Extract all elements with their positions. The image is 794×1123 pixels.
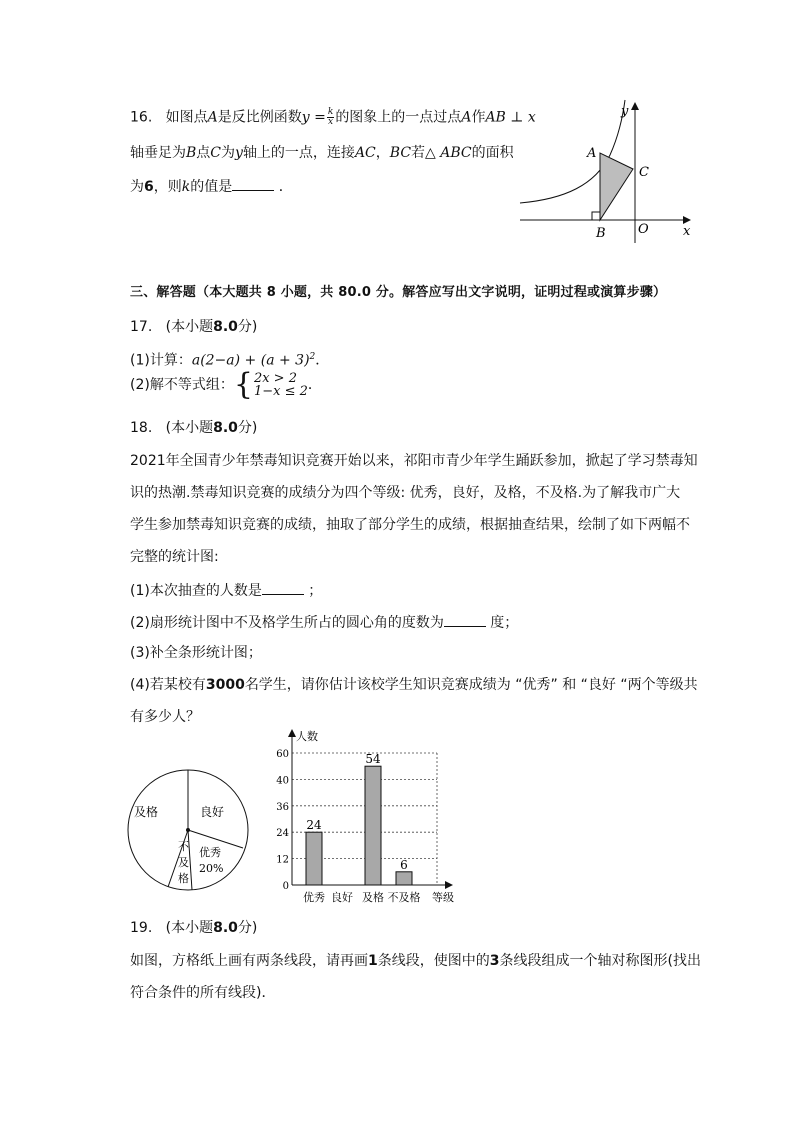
q19-para-line1: 如图，方格纸上画有两条线段，请再画1条线段，使图中的3条线段组成一个轴对称图形(找出	[130, 953, 701, 969]
q18-header: 18. (本小题8.0分)	[130, 420, 258, 436]
bar-3	[365, 766, 381, 885]
q19-para-line2: 符合条件的所有线段)．	[130, 985, 276, 1001]
bar-4	[396, 872, 412, 885]
q18-sub1: (1)本次抽查的人数是 ；	[130, 580, 322, 600]
answer-blank[interactable]	[232, 176, 274, 191]
q16-line3: 为6，则k的值是 ．	[130, 176, 293, 196]
label-x: x	[683, 224, 691, 239]
bar-y-tick: 12	[276, 854, 289, 866]
q17-part1: (1)计算：$a(2-a) + (a + 3)^2$．	[130, 352, 330, 369]
pie-label-ge: 格	[178, 872, 189, 885]
bar-category-label: 不及格	[387, 891, 421, 904]
bar-y-tick: 0	[282, 881, 289, 892]
q18-sub4-cont: 有多少人？	[130, 709, 200, 725]
q18-para-line3: 学生参加禁毒知识竞赛的成绩，抽取了部分学生的成绩，根据抽查结果，绘制了如下两幅不	[130, 517, 690, 533]
pie-label-youxiu: 优秀	[199, 846, 221, 859]
bar-category-label: 良好	[331, 891, 353, 904]
pie-chart	[126, 768, 256, 898]
right-angle-mark	[592, 212, 600, 220]
answer-blank[interactable]	[262, 580, 304, 595]
bar-value-label: 54	[365, 752, 381, 767]
triangle-abc	[600, 153, 633, 220]
label-o: O	[638, 222, 649, 237]
bar-y-tick: 24	[276, 828, 289, 840]
inequality-system: 2x > 2 1−x ≤ 2	[253, 371, 308, 399]
section-3-header: 三、解答题（本大题共 8 小题，共 80.0 分。解答应写出文字说明，证明过程或演算步骤）	[130, 285, 667, 300]
label-b: B	[596, 226, 606, 241]
label-c: C	[639, 165, 649, 180]
bar-y-tick: 40	[276, 775, 289, 787]
bar-x-label: 等级	[432, 891, 454, 904]
pie-label-lianghao: 良好	[200, 805, 225, 819]
bar-value-label: 6	[400, 857, 408, 872]
q18-sub2: (2)扇形统计图中不及格学生所占的圆心角的度数为 度；	[130, 612, 518, 632]
pie-label-bu: 不	[178, 840, 189, 853]
q19-header: 19. (本小题8.0分)	[130, 920, 258, 936]
bar-chart	[272, 726, 472, 906]
bar-1	[306, 832, 322, 885]
bar-value-label: 24	[306, 818, 322, 833]
bar-y-tick: 36	[276, 801, 289, 813]
answer-blank[interactable]	[444, 612, 486, 627]
pie-label-ji: 及	[178, 856, 189, 869]
bar-y-tick: 60	[276, 749, 289, 760]
label-a: A	[587, 146, 597, 161]
pie-label-jige: 及格	[134, 805, 159, 819]
q18-para-line2: 识的热潮.禁毒知识竞赛的成绩分为四个等级: 优秀，良好，及格，不及格.为了解我市广大	[130, 485, 681, 501]
q18-sub4: (4)若某校有3000名学生，请你估计该校学生知识竞赛成绩为 “优秀” 和 “良好 “两个等级共	[130, 677, 698, 693]
q16-figure	[515, 95, 715, 245]
q18-para-line1: 2021年全国青少年禁毒知识竞赛开始以来，祁阳市青少年学生踊跃参加，掀起了学习禁毒知	[130, 453, 698, 469]
q17-header: 17. (本小题8.0分)	[130, 319, 258, 335]
q16-line1: 16. 如图点A是反比例函数y = $\frac{k}{x}$ 的图象上的一点过点A作AB ⊥ x	[130, 107, 536, 127]
bar-category-label: 及格	[362, 891, 384, 904]
q17-part2: (2)解不等式组：{ 2x > 2 1−x ≤ 2 ．	[130, 367, 322, 402]
fraction-k-over-x: $\frac{k}{x}$	[327, 107, 334, 127]
label-y: y	[621, 104, 629, 119]
q16-line2: 轴垂足为B点C为y轴上的一点，连接AC，BC若△ ABC的面积	[130, 145, 514, 161]
q18-para-line4: 完整的统计图:	[130, 549, 219, 565]
pie-center	[186, 828, 190, 832]
bar-category-label: 优秀	[303, 891, 325, 904]
q18-sub3: (3)补全条形统计图；	[130, 645, 262, 661]
pie-label-youxiu-pct: 20%	[199, 862, 224, 875]
bar-y-label: 人数	[296, 730, 318, 743]
